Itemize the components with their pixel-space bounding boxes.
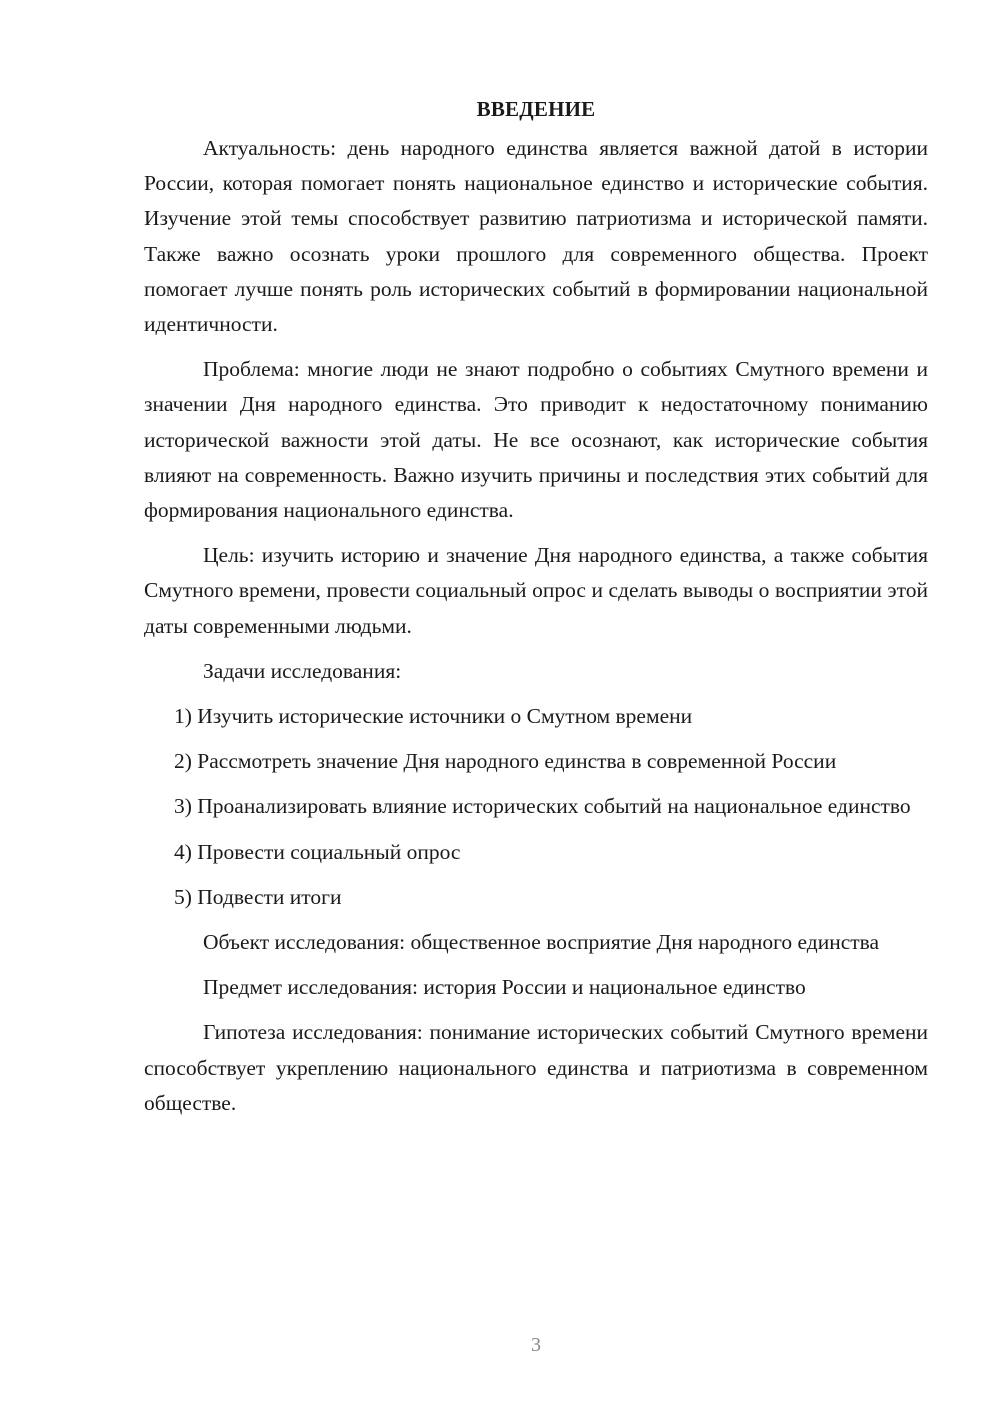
subject-paragraph: Предмет исследования: история России и национальное единство [203,975,806,1000]
tasks-heading: Задачи исследования: [203,658,402,683]
page-number: 3 [531,1334,541,1356]
relevance-paragraph: Актуальность: день народного единства является важной датой в истории России, которая помогает понять национальное единство и исторические события. Изучение этой темы способствует развитию патриотизма и исторической памяти. Также важно осознать уроки прошлого для современного общества. Проект помогает лучше понять роль исторических событий в формировании национальной идентичности. [144,136,928,337]
problem-paragraph: Проблема: многие люди не знают подробно о событиях Смутного времени и значении Дня народного единства. Это приводит к недостаточному пониманию исторической важности этой даты. Не все осознают, как исторические события влияют на современность. Важно изучить причины и последствия этих событий для формирования национального единства. [144,357,928,523]
document-page [144,92,928,1131]
task-item: 5) Подвести итоги [174,884,342,909]
section-title: ВВЕДЕНИЕ [476,97,596,121]
hypothesis-paragraph: Гипотеза исследования: понимание исторических событий Смутного времени способствует укреплению национального единства и патриотизма в современном обществе. [144,1020,928,1115]
task-item: 2) Рассмотреть значение Дня народного единства в современной России [174,749,837,774]
task-item: 3) Проанализировать влияние исторических событий на национальное единство [174,794,911,819]
object-paragraph: Объект исследования: общественное восприятие Дня народного единства [203,930,880,955]
task-item: 1) Изучить исторические источники о Смутном времени [174,704,693,729]
goal-paragraph: Цель: изучить историю и значение Дня народного единства, а также события Смутного времени, провести социальный опрос и сделать выводы о восприятии этой даты современными людьми. [144,543,928,638]
task-item: 4) Провести социальный опрос [174,839,461,864]
